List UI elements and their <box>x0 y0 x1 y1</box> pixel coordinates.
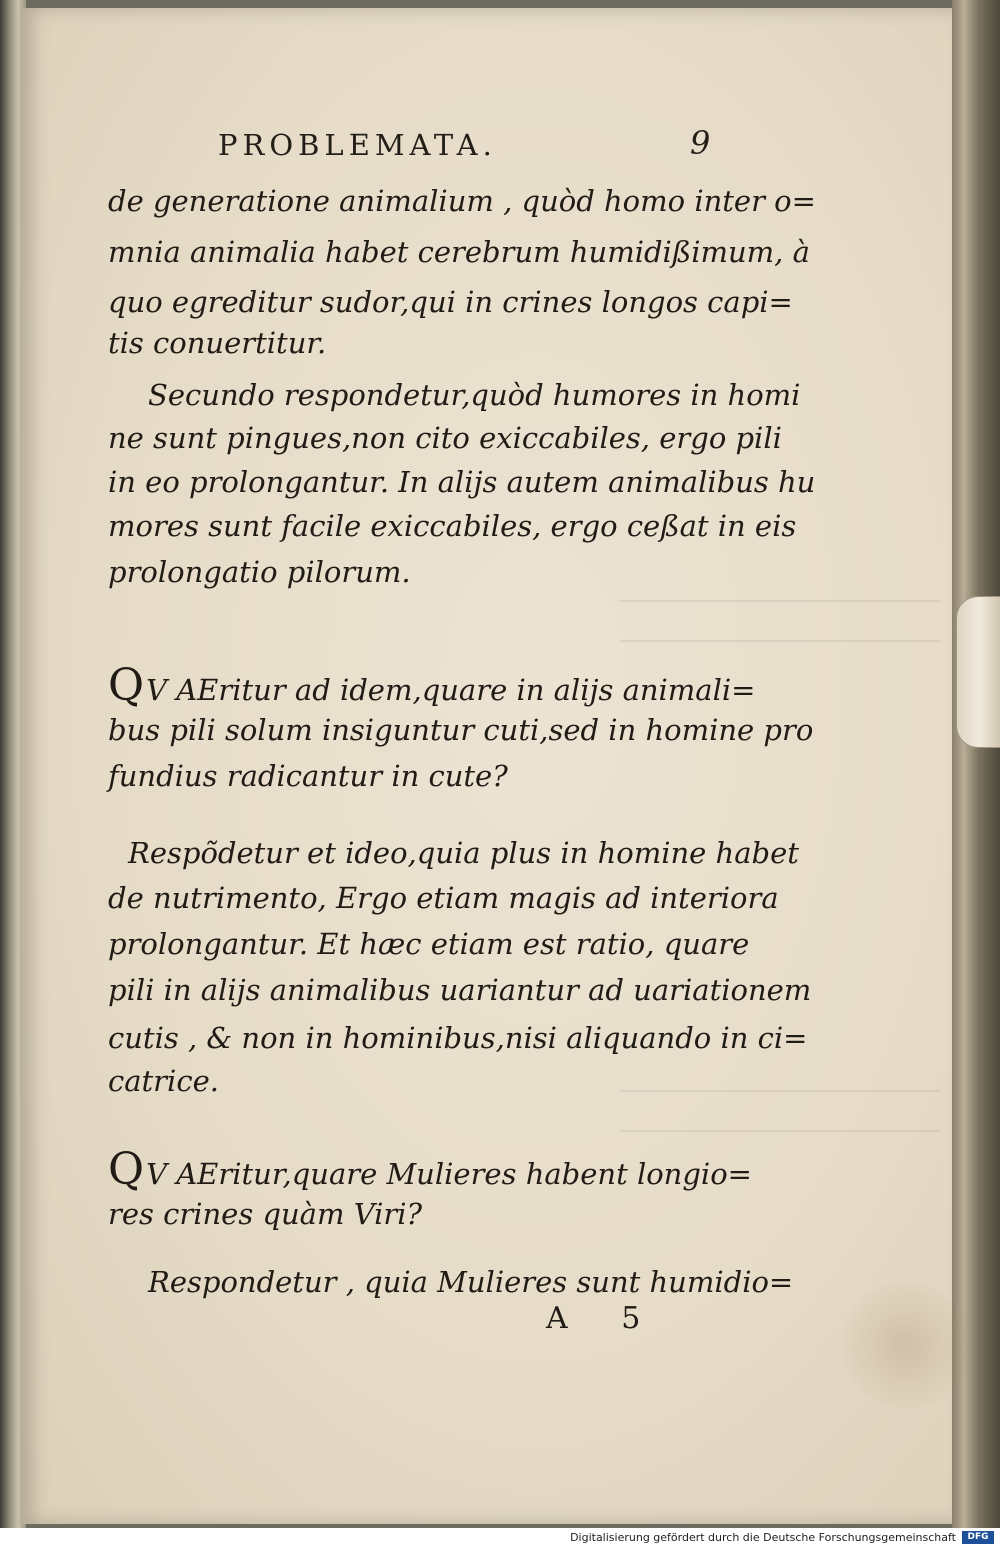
text-line: Respondetur , quia Mulieres sunt humidio= <box>148 1265 794 1299</box>
footer-bar <box>0 1528 1000 1548</box>
drop-initial: Q <box>108 660 145 711</box>
text-line: prolongatio pilorum. <box>108 555 411 589</box>
show-through-line <box>620 1130 940 1132</box>
funding-note: Digitalisierung gefördert durch die Deutsche Forschungsgemeinschaft <box>570 1531 956 1544</box>
text-line: fundius radicantur in cute? <box>108 759 508 793</box>
text-line: catrice. <box>108 1064 219 1098</box>
text-line: tis conuertitur. <box>108 326 327 360</box>
paper-stain <box>840 1280 970 1410</box>
text-line: in eo prolongantur. In alijs autem animalibus hu <box>108 465 816 499</box>
drop-initial: Q <box>108 1144 145 1195</box>
question-line <box>108 660 756 711</box>
text-line: pili in alijs animalibus uariantur ad uariationem <box>108 973 812 1007</box>
running-head <box>0 124 1000 168</box>
show-through-line <box>620 600 940 602</box>
text-line: Respõdetur et ideo,quia plus in homine habet <box>128 836 799 870</box>
show-through-line <box>620 640 940 642</box>
text-line: de nutrimento, Ergo etiam magis ad interiora <box>108 881 779 915</box>
text-line: mnia animalia habet cerebrum humidißimum, à <box>108 235 810 269</box>
text-line: cutis , & non in hominibus,nisi aliquando in ci= <box>108 1021 808 1055</box>
text-line: quo egreditur sudor,qui in crines longos capi= <box>108 285 793 319</box>
text-line: bus pili solum insiguntur cuti,sed in homine pro <box>108 713 814 747</box>
text-line: mores sunt facile exiccabiles, ergo ceßat in eis <box>108 509 797 543</box>
dfg-logo: DFG <box>962 1531 994 1544</box>
running-head-title: PROBLEMATA. <box>218 128 497 162</box>
text-line: de generatione animalium , quòd homo inter o= <box>108 184 816 218</box>
book-right-edge <box>952 0 1000 1528</box>
page-tab <box>956 596 1000 748</box>
text-line: Secundo respondetur,quòd humores in homi <box>148 378 801 412</box>
text-line: res crines quàm Viri? <box>108 1197 423 1231</box>
question-line <box>108 1144 752 1195</box>
text-line: prolongantur. Et hæc etiam est ratio, quare <box>108 927 750 961</box>
show-through-line <box>620 1090 940 1092</box>
text-line: ne sunt pingues,non cito exiccabiles, ergo pili <box>108 421 782 455</box>
signature-mark: A 5 <box>546 1301 663 1336</box>
page-number: 9 <box>690 124 711 162</box>
text-line: V AEritur ad idem,quare in alijs animali= <box>146 673 756 707</box>
text-line: V AEritur,quare Mulieres habent longio= <box>146 1157 752 1191</box>
